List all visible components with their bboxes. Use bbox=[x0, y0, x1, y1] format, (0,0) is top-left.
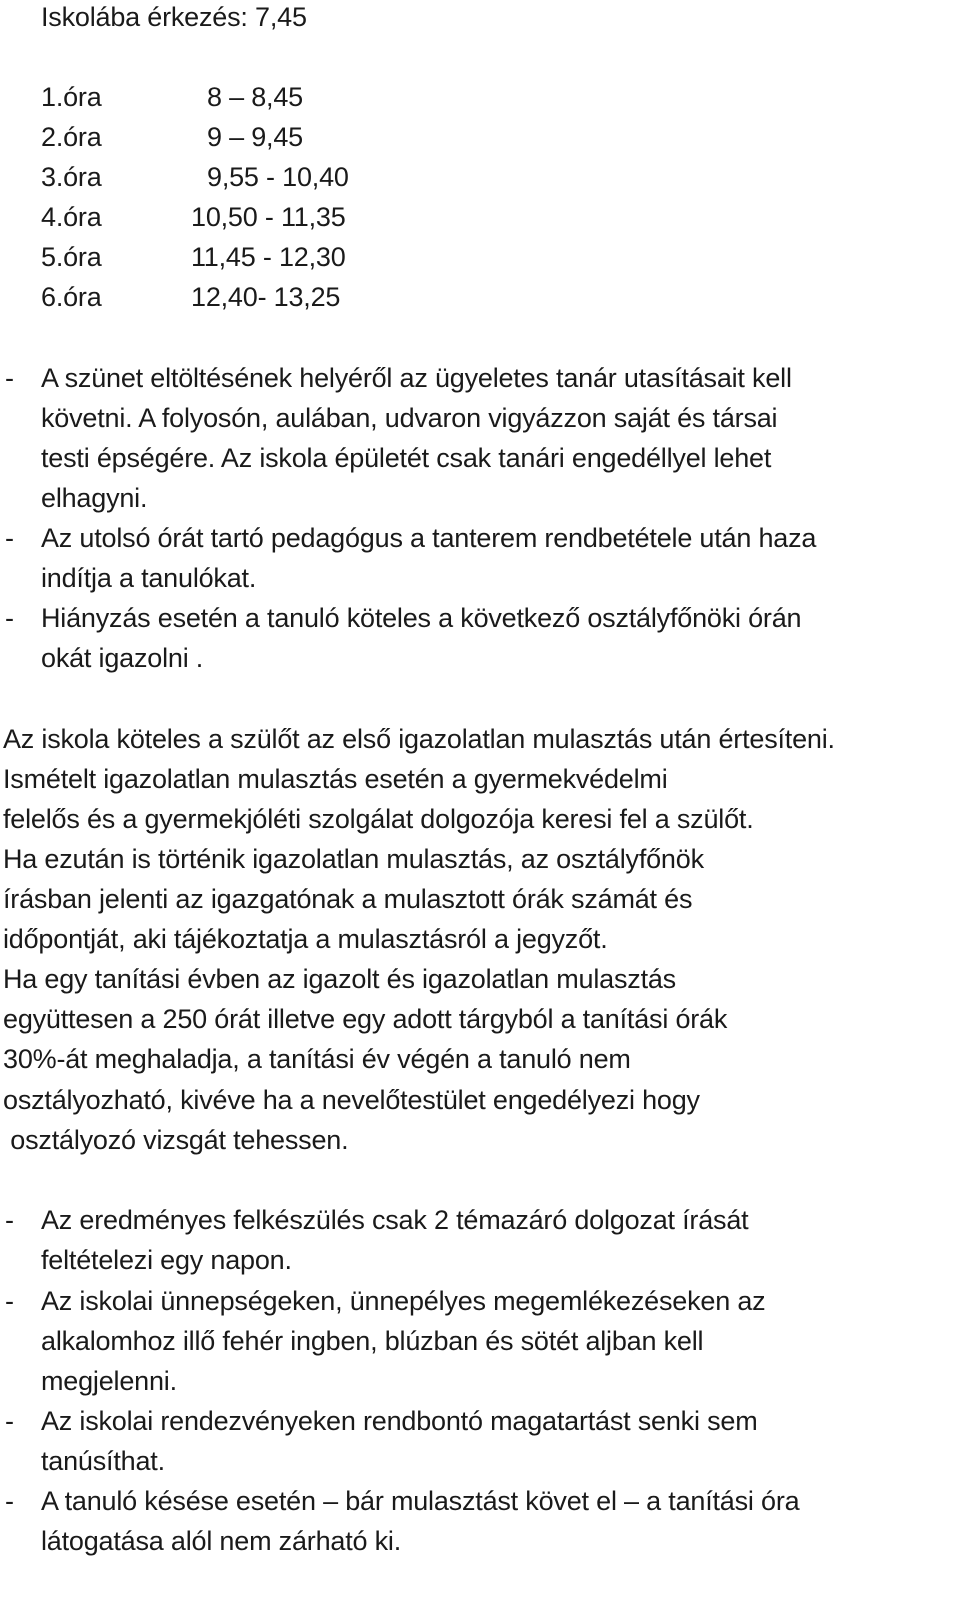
paragraph-line: írásban jelenti az igazgatónak a mulasztott órák számát és bbox=[3, 884, 693, 914]
list-line: A szünet eltöltésének helyéről az ügyeletes tanár utasításait kell bbox=[41, 363, 792, 393]
list-line: Az iskolai rendezvényeken rendbontó magatartást senki sem bbox=[41, 1406, 758, 1436]
period-label: 5.óra bbox=[41, 242, 102, 272]
list-line: megjelenni. bbox=[41, 1366, 177, 1396]
list-line: látogatása alól nem zárható ki. bbox=[41, 1526, 402, 1556]
paragraph-line: osztályozó vizsgát tehessen. bbox=[3, 1125, 349, 1155]
bullet-dash: - bbox=[5, 1286, 14, 1316]
list-line: alkalomhoz illő fehér ingben, blúzban és sötét aljban kell bbox=[41, 1326, 704, 1356]
paragraph-line: osztályozható, kivéve ha a nevelőtestület engedélyezi hogy bbox=[3, 1085, 700, 1115]
period-time: 10,50 - 11,35 bbox=[191, 202, 346, 232]
bullet-dash: - bbox=[5, 523, 14, 553]
list-line: elhagyni. bbox=[41, 483, 148, 513]
period-time: 9 – 9,45 bbox=[207, 122, 303, 152]
period-label: 6.óra bbox=[41, 282, 102, 312]
arrival-time: Iskolába érkezés: 7,45 bbox=[41, 2, 307, 32]
list-line: Az iskolai ünnepségeken, ünnepélyes megemlékezéseken az bbox=[41, 1286, 766, 1316]
bullet-dash: - bbox=[5, 603, 14, 633]
bullet-dash: - bbox=[5, 363, 14, 393]
period-time: 11,45 - 12,30 bbox=[191, 242, 346, 272]
period-time: 12,40- 13,25 bbox=[191, 282, 341, 312]
period-label: 1.óra bbox=[41, 82, 102, 112]
list-line: tanúsíthat. bbox=[41, 1446, 165, 1476]
paragraph-line: együttesen a 250 órát illetve egy adott tárgyból a tanítási órák bbox=[3, 1004, 728, 1034]
period-label: 3.óra bbox=[41, 162, 102, 192]
period-label: 4.óra bbox=[41, 202, 102, 232]
list-line: Az utolsó órát tartó pedagógus a tanterem rendbetétele után haza bbox=[41, 523, 817, 553]
list-line: Hiányzás esetén a tanuló köteles a következő osztályfőnöki órán bbox=[41, 603, 802, 633]
list-line: követni. A folyosón, aulában, udvaron vigyázzon saját és társai bbox=[41, 403, 778, 433]
list-line: A tanuló késése esetén – bár mulasztást követ el – a tanítási óra bbox=[41, 1486, 800, 1516]
paragraph-line: Ismételt igazolatlan mulasztás esetén a gyermekvédelmi bbox=[3, 764, 668, 794]
period-label: 2.óra bbox=[41, 122, 102, 152]
period-time: 8 – 8,45 bbox=[207, 82, 303, 112]
paragraph-line: 30%-át meghaladja, a tanítási év végén a tanuló nem bbox=[3, 1044, 631, 1074]
bullet-dash: - bbox=[5, 1486, 14, 1516]
bullet-dash: - bbox=[5, 1205, 14, 1235]
paragraph-line: Ha ezután is történik igazolatlan mulasztás, az osztályfőnök bbox=[3, 844, 704, 874]
list-line: indítja a tanulókat. bbox=[41, 563, 257, 593]
list-line: okát igazolni . bbox=[41, 643, 204, 673]
list-line: feltételezi egy napon. bbox=[41, 1245, 292, 1275]
paragraph-line: Ha egy tanítási évben az igazolt és igazolatlan mulasztás bbox=[3, 964, 676, 994]
period-time: 9,55 - 10,40 bbox=[207, 162, 349, 192]
list-line: testi épségére. Az iskola épületét csak tanári engedéllyel lehet bbox=[41, 443, 772, 473]
bullet-dash: - bbox=[5, 1406, 14, 1436]
paragraph-line: időpontját, aki tájékoztatja a mulasztásról a jegyzőt. bbox=[3, 924, 608, 954]
paragraph-line: felelős és a gyermekjóléti szolgálat dolgozója keresi fel a szülőt. bbox=[3, 804, 754, 834]
paragraph-line: Az iskola köteles a szülőt az első igazolatlan mulasztás után értesíteni. bbox=[3, 724, 835, 754]
list-line: Az eredményes felkészülés csak 2 témazáró dolgozat írását bbox=[41, 1205, 749, 1235]
